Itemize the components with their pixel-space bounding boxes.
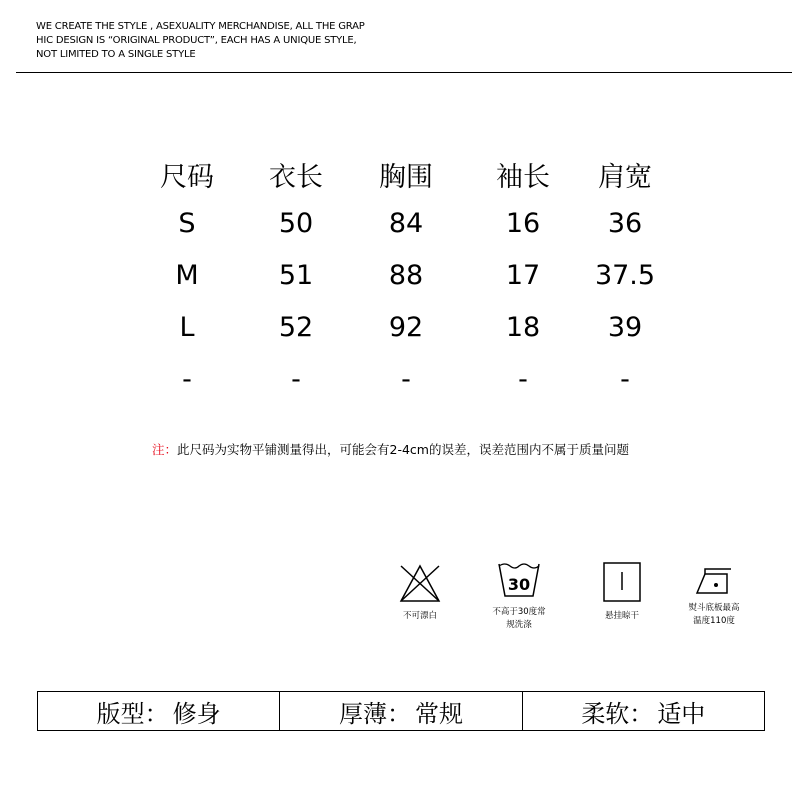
note-prefix: 注： <box>152 442 178 457</box>
hang-dry-icon <box>599 560 645 604</box>
attribute-value: 适中 <box>657 699 706 728</box>
table-cell: 92 <box>388 312 424 343</box>
table-cell: M <box>175 260 199 291</box>
header-sleeve: 袖长 <box>496 162 550 193</box>
attribute-value: 常规 <box>414 699 463 728</box>
table-cell: 84 <box>388 208 424 239</box>
header-size: 尺码 <box>160 162 214 193</box>
header-length: 衣长 <box>269 162 323 193</box>
table-row <box>0 204 800 244</box>
attribute-fit <box>38 692 279 730</box>
table-cell: 18 <box>505 312 541 343</box>
care-item-wash-30 <box>469 560 569 632</box>
care-label: 不可漂白 <box>402 611 437 621</box>
care-item-no-bleach <box>370 560 470 623</box>
attribute-thickness <box>279 692 521 730</box>
iron-icon <box>691 560 737 596</box>
wash-temp-badge: 30 <box>507 575 531 594</box>
care-item-iron <box>664 560 764 628</box>
wash-30-icon <box>496 560 542 600</box>
table-cell: 37.5 <box>594 260 656 291</box>
brand-statement: WE CREATE THE STYLE , ASEXUALITY MERCHANDISE, ALL THE GRAPHIC DESIGN IS “ORIGINAL PRODUCT”, EACH HAS A UNIQUE STYLE, NOT LIMITED TO A SINGLE STYLE <box>36 21 365 60</box>
attribute-key: 厚薄： <box>338 699 411 728</box>
note-text: 此尺码为实物平铺测量得出，可能会有2-4cm的误差，误差范围内不属于质量问题 <box>177 442 629 457</box>
attribute-softness <box>522 692 764 730</box>
table-cell: - <box>518 364 528 395</box>
care-label: 不高于30度常规洗涤 <box>492 607 546 630</box>
table-row <box>0 256 800 296</box>
attributes-bar <box>37 691 765 731</box>
table-cell: L <box>179 312 195 343</box>
table-row <box>0 360 800 400</box>
table-row <box>0 308 800 348</box>
table-cell: 50 <box>278 208 314 239</box>
attribute-key: 版型： <box>96 699 169 728</box>
table-cell: 17 <box>505 260 541 291</box>
table-cell: 16 <box>505 208 541 239</box>
header-chest: 胸围 <box>379 162 433 193</box>
header-divider <box>16 72 792 73</box>
care-label: 悬挂晾干 <box>604 611 639 621</box>
table-header-row <box>0 158 800 198</box>
table-cell: 39 <box>607 312 643 343</box>
table-cell: 88 <box>388 260 424 291</box>
table-cell: 52 <box>278 312 314 343</box>
attribute-value: 修身 <box>172 699 221 728</box>
table-cell: S <box>178 208 196 239</box>
table-cell: - <box>182 364 192 395</box>
table-cell: 51 <box>278 260 314 291</box>
header-shoulder: 肩宽 <box>598 162 652 193</box>
care-item-hang-dry <box>572 560 672 623</box>
attribute-key: 柔软： <box>581 699 654 728</box>
care-label: 熨斗底板最高温度110度 <box>688 603 740 626</box>
table-cell: - <box>401 364 411 395</box>
table-cell: - <box>620 364 630 395</box>
no-bleach-icon <box>397 560 443 604</box>
measurement-note <box>152 441 629 459</box>
table-cell: - <box>291 364 301 395</box>
table-cell: 36 <box>607 208 643 239</box>
